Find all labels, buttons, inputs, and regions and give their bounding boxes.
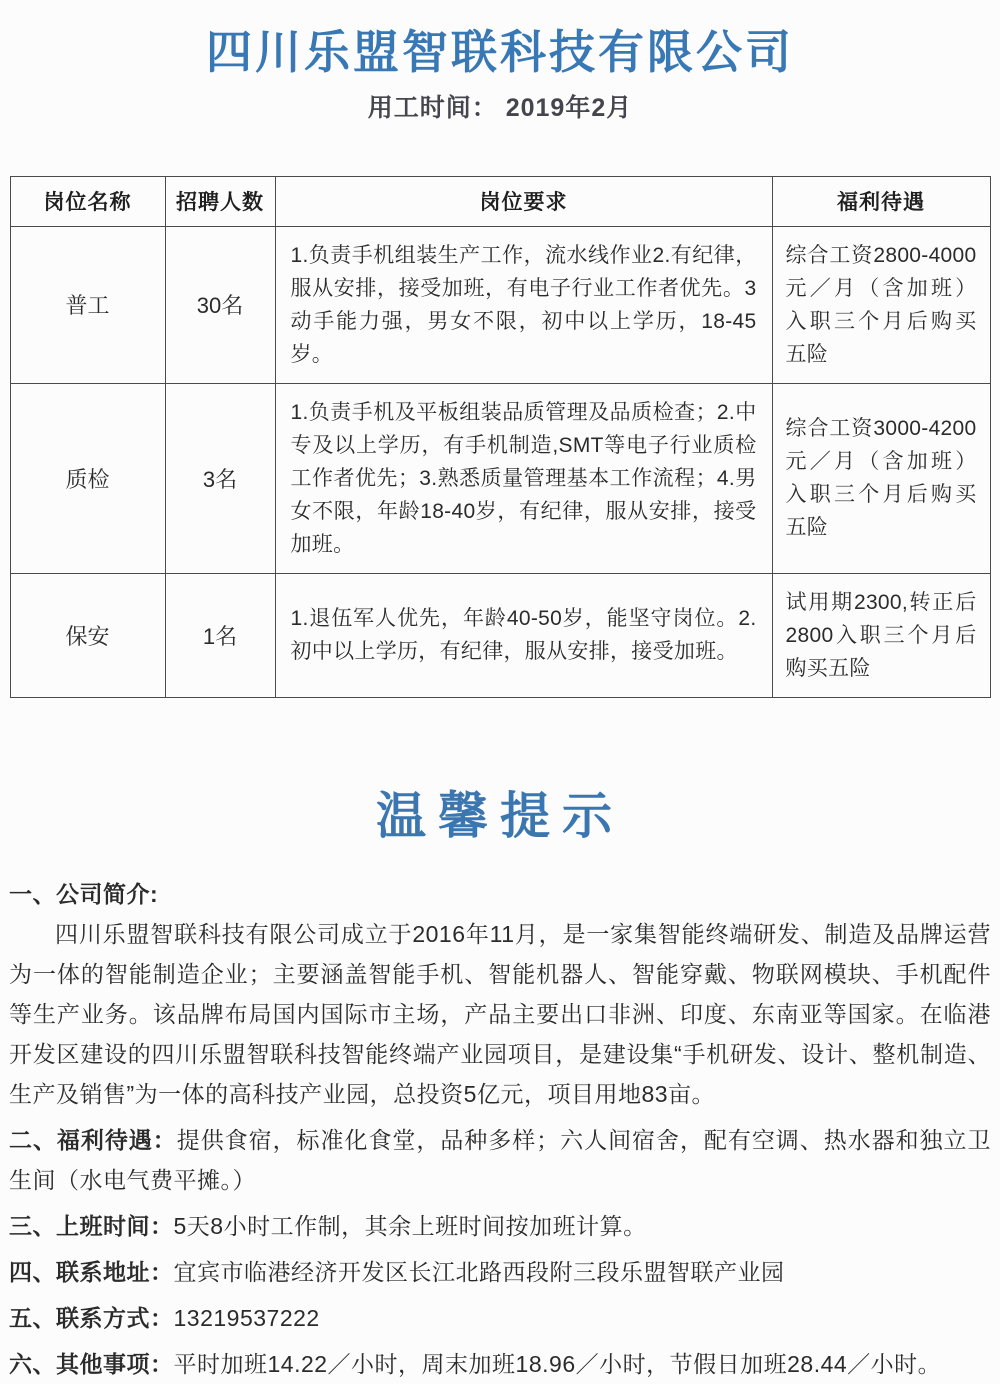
section-work-hours [9, 1206, 991, 1246]
cell-benefits: 试用期2300,转正后2800入职三个月后购买五险 [772, 573, 990, 697]
section-label-work-hours: 三、上班时间： [9, 1212, 174, 1239]
cell-position: 质检 [10, 383, 165, 573]
table-row [10, 226, 990, 383]
section-label-company-intro: 一、公司简介: [9, 880, 159, 907]
section-label-contact: 五、联系方式： [9, 1304, 174, 1331]
section-benefits [9, 1120, 991, 1200]
page-title: 四川乐盟智联科技有限公司 [206, 26, 794, 78]
cell-position: 保安 [10, 573, 165, 697]
notice-sections [9, 874, 991, 1384]
table-row [10, 383, 990, 573]
company-intro-paragraph: 四川乐盟智联科技有限公司成立于2016年11月，是一家集智能终端研发、制造及品牌运营为一体的智能制造企业；主要涵盖智能手机、智能机器人、智能穿戴、物联网模块、手机配件等生产业务。该品牌布局国内国际市主场，产品主要出口非洲、印度、东南亚等国家。在临港开发区建设的四川乐盟智联科技智能终端产业园项目，是建设集“手机研发、设计、整机制造、生产及销售”为一体的高科技产业园，总投资5亿元，项目用地83亩。 [9, 920, 991, 1107]
cell-count: 1名 [165, 573, 275, 697]
section-label-address: 四、联系地址： [9, 1258, 174, 1285]
cell-benefits: 综合工资2800-4000元／月（含加班）入职三个月后购买五险 [772, 226, 990, 383]
table-row [10, 573, 990, 697]
section-text-work-hours: 5天8小时工作制，其余上班时间按加班计算。 [173, 1212, 647, 1239]
section-text-address: 宜宾市临港经济开发区长江北路西段附三段乐盟智联产业园 [173, 1258, 785, 1285]
jobs-table [10, 176, 991, 698]
section-address [9, 1252, 991, 1292]
cell-requirements: 1.退伍军人优先，年龄40-50岁，能坚守岗位。2.初中以上学历，有纪律，服从安排，接受加班。 [275, 573, 772, 697]
cell-position: 普工 [10, 226, 165, 383]
employment-time: 用工时间： 2019年2月 [367, 93, 633, 122]
section-text-other: 平时加班14.22／小时，周末加班18.96／小时，节假日加班28.44／小时。 [173, 1350, 942, 1377]
notice-title: 温馨提示 [376, 787, 624, 844]
cell-requirements: 1.负责手机及平板组装品质管理及品质检查；2.中专及以上学历，有手机制造,SMT等电子行业质检工作者优先；3.熟悉质量管理基本工作流程；4.男女不限，年龄18-40岁，有纪律，服从安排，接受加班。 [275, 383, 772, 573]
table-header-row [10, 176, 990, 226]
section-label-benefits: 二、福利待遇： [9, 1126, 177, 1153]
section-other [9, 1344, 991, 1384]
section-text-benefits: 提供食宿，标准化食堂，品种多样；六人间宿舍，配有空调、热水器和独立卫生间（水电气费平摊。） [9, 1126, 992, 1193]
column-header-requirements: 岗位要求 [275, 176, 772, 226]
cell-count: 30名 [165, 226, 275, 383]
section-contact [9, 1298, 991, 1338]
column-header-count: 招聘人数 [165, 176, 275, 226]
column-header-benefits: 福利待遇 [772, 176, 990, 226]
cell-requirements: 1.负责手机组装生产工作，流水线作业2.有纪律，服从安排，接受加班，有电子行业工作者优先。3动手能力强，男女不限，初中以上学历，18-45岁。 [275, 226, 772, 383]
section-label-other: 六、其他事项： [9, 1350, 174, 1377]
contact-phone-number: 13219537222 [173, 1304, 320, 1331]
column-header-position: 岗位名称 [10, 176, 165, 226]
cell-benefits: 综合工资3000-4200元／月（含加班）入职三个月后购买五险 [772, 383, 990, 573]
cell-count: 3名 [165, 383, 275, 573]
